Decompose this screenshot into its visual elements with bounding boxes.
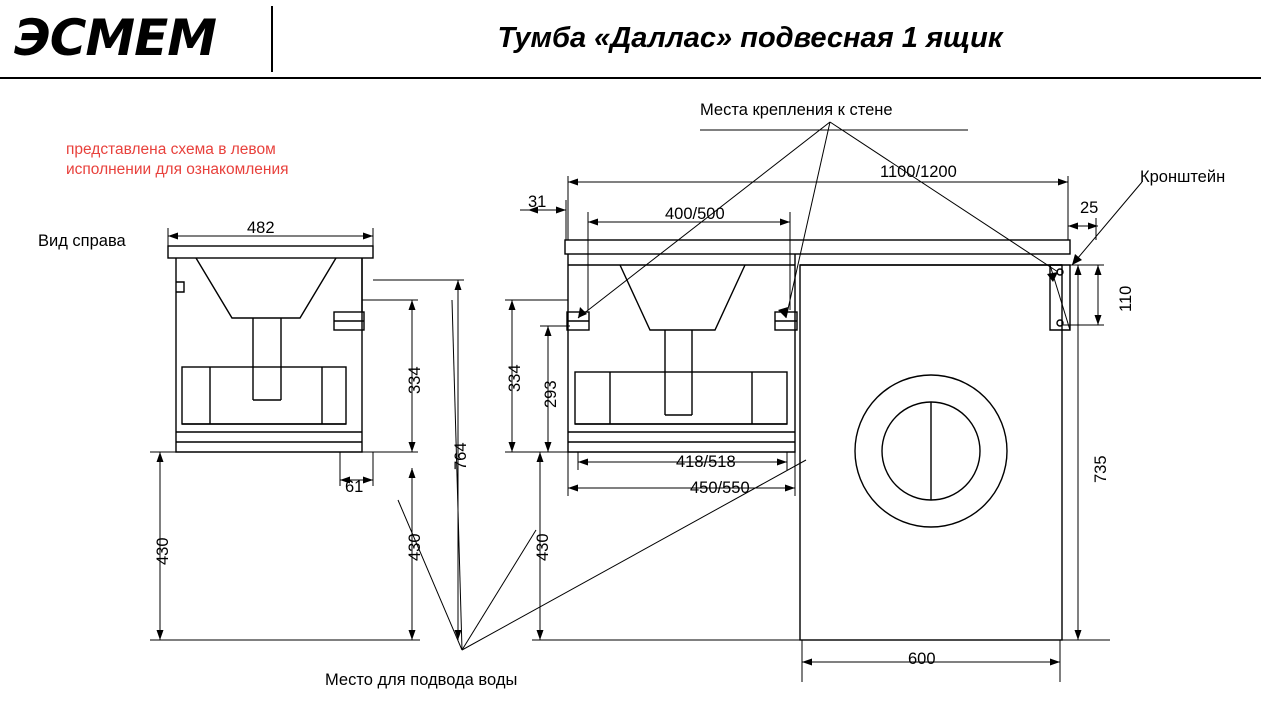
- dim-front-430: 430: [534, 533, 552, 561]
- dim-293: 293: [542, 380, 560, 408]
- left-variant-note-line2: исполнении для ознакомления: [66, 161, 289, 178]
- wall-mount-label: Места крепления к стене: [700, 101, 893, 119]
- dim-front-334: 334: [506, 364, 524, 392]
- dim-side-334: 334: [406, 366, 424, 394]
- dim-31: 31: [528, 193, 547, 211]
- dim-400-500: 400/500: [665, 205, 725, 223]
- esmem-logo: ЭСMEM: [14, 9, 217, 67]
- bracket-label: Кронштейн: [1140, 168, 1226, 186]
- dim-110: 110: [1117, 285, 1135, 312]
- dim-735: 735: [1092, 455, 1110, 483]
- page-title: Тумба «Даллас» подвесная 1 ящик: [497, 22, 1003, 54]
- right-view-label: Вид справа: [38, 232, 126, 250]
- left-variant-note-line1: представлена схема в левом: [66, 141, 276, 158]
- water-supply-label: Место для подвода воды: [325, 671, 518, 689]
- dim-61: 61: [345, 478, 364, 496]
- dim-600: 600: [908, 650, 936, 668]
- dim-482: 482: [247, 219, 275, 237]
- dim-side-764: 764: [452, 442, 470, 470]
- dim-1100-1200: 1100/1200: [880, 163, 957, 181]
- dim-418-518: 418/518: [676, 453, 736, 471]
- dim-25: 25: [1080, 199, 1099, 217]
- dim-side-430-left: 430: [154, 537, 172, 565]
- dim-side-430-right: 430: [406, 533, 424, 561]
- dim-450-550: 450/550: [690, 479, 750, 497]
